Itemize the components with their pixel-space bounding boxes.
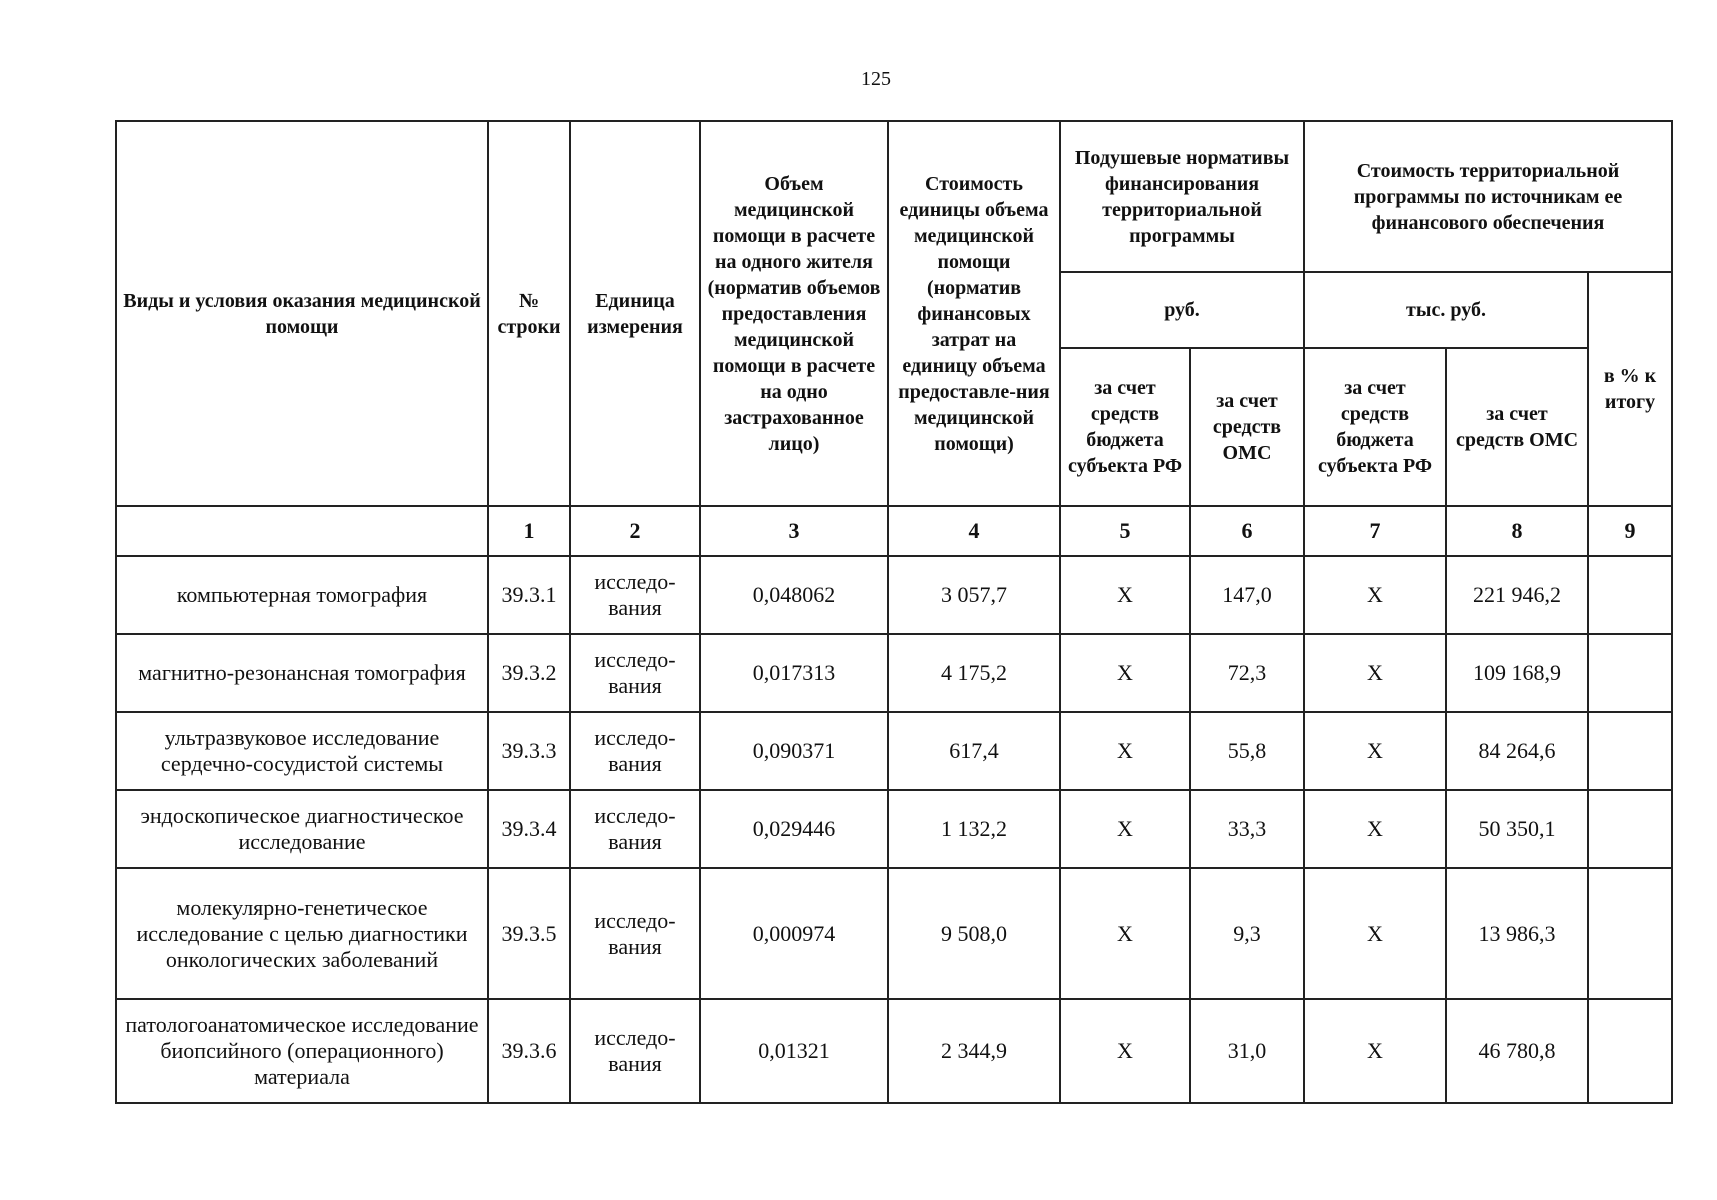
row-name: молекулярно-генетическое исследование с целью диагностики онкологических заболеваний — [116, 868, 488, 999]
row-percent — [1588, 790, 1672, 868]
row-percent — [1588, 868, 1672, 999]
row-budget-total: Х — [1304, 868, 1446, 999]
row-percent — [1588, 712, 1672, 790]
row-volume: 0,090371 — [700, 712, 888, 790]
column-number: 1 — [488, 506, 570, 556]
header-oms-total: за счет средств ОМС — [1446, 348, 1588, 506]
row-percent — [1588, 634, 1672, 712]
header-program-cost: Стоимость территориальной программы по источникам ее финансового обеспечения — [1304, 121, 1672, 272]
row-name: эндоскопическое диагностическое исследование — [116, 790, 488, 868]
table-row — [116, 634, 1672, 712]
row-cost: 4 175,2 — [888, 634, 1060, 712]
row-num: 39.3.4 — [488, 790, 570, 868]
row-volume: 0,029446 — [700, 790, 888, 868]
column-number: 6 — [1190, 506, 1304, 556]
row-budget: Х — [1060, 868, 1190, 999]
row-budget: Х — [1060, 999, 1190, 1103]
header-unit: Единица измерения — [570, 121, 700, 506]
row-oms: 147,0 — [1190, 556, 1304, 634]
column-number: 7 — [1304, 506, 1446, 556]
row-cost: 3 057,7 — [888, 556, 1060, 634]
column-number-blank — [116, 506, 488, 556]
row-percent — [1588, 999, 1672, 1103]
header-budget-rf: за счет средств бюджета субъекта РФ — [1060, 348, 1190, 506]
table-row — [116, 556, 1672, 634]
row-budget-total: Х — [1304, 999, 1446, 1103]
table-row — [116, 712, 1672, 790]
row-name: ультразвуковое исследование сердечно-сосудистой системы — [116, 712, 488, 790]
column-number-row — [116, 506, 1672, 556]
row-cost: 1 132,2 — [888, 790, 1060, 868]
row-name: патологоанатомическое исследование биопсийного (операционного) материала — [116, 999, 488, 1103]
row-num: 39.3.6 — [488, 999, 570, 1103]
row-oms-total: 50 350,1 — [1446, 790, 1588, 868]
column-number: 4 — [888, 506, 1060, 556]
page-number: 125 — [861, 68, 891, 90]
row-budget-total: Х — [1304, 790, 1446, 868]
row-oms-total: 221 946,2 — [1446, 556, 1588, 634]
row-unit: исследо-вания — [570, 556, 700, 634]
column-number: 5 — [1060, 506, 1190, 556]
column-number: 3 — [700, 506, 888, 556]
row-cost: 9 508,0 — [888, 868, 1060, 999]
header-percent: в % к итогу — [1588, 272, 1672, 506]
medical-care-table — [115, 120, 1673, 1104]
row-unit: исследо-вания — [570, 712, 700, 790]
row-unit: исследо-вания — [570, 790, 700, 868]
header-volume: Объем медицинской помощи в расчете на одного жителя (норматив объемов предоставления медицинской помощи в расчете на одно застрахованное лицо) — [700, 121, 888, 506]
row-budget: Х — [1060, 634, 1190, 712]
row-budget-total: Х — [1304, 712, 1446, 790]
row-percent — [1588, 556, 1672, 634]
row-unit: исследо-вания — [570, 634, 700, 712]
row-oms-total: 109 168,9 — [1446, 634, 1588, 712]
row-budget-total: Х — [1304, 634, 1446, 712]
row-oms: 55,8 — [1190, 712, 1304, 790]
row-name: магнитно-резонансная томография — [116, 634, 488, 712]
row-oms: 31,0 — [1190, 999, 1304, 1103]
row-num: 39.3.3 — [488, 712, 570, 790]
row-name: компьютерная томография — [116, 556, 488, 634]
header-row-num: № строки — [488, 121, 570, 506]
row-volume: 0,017313 — [700, 634, 888, 712]
table-row — [116, 999, 1672, 1103]
row-budget: Х — [1060, 556, 1190, 634]
table-row — [116, 790, 1672, 868]
column-number: 9 — [1588, 506, 1672, 556]
row-oms-total: 84 264,6 — [1446, 712, 1588, 790]
header-budget-rf-total: за счет средств бюджета субъекта РФ — [1304, 348, 1446, 506]
header-thous-rub: тыс. руб. — [1304, 272, 1588, 348]
row-oms: 33,3 — [1190, 790, 1304, 868]
row-num: 39.3.2 — [488, 634, 570, 712]
row-cost: 2 344,9 — [888, 999, 1060, 1103]
row-budget: Х — [1060, 712, 1190, 790]
row-oms: 9,3 — [1190, 868, 1304, 999]
header-rub: руб. — [1060, 272, 1304, 348]
row-oms-total: 13 986,3 — [1446, 868, 1588, 999]
row-budget: Х — [1060, 790, 1190, 868]
row-volume: 0,000974 — [700, 868, 888, 999]
column-number: 2 — [570, 506, 700, 556]
header-type: Виды и условия оказания медицинской помощи — [116, 121, 488, 506]
row-unit: исследо-вания — [570, 999, 700, 1103]
row-budget-total: Х — [1304, 556, 1446, 634]
header-oms: за счет средств ОМС — [1190, 348, 1304, 506]
header-cost-unit: Стоимость единицы объема медицинской помощи (норматив финансовых затрат на единицу объема предоставле-ния медицинской помощи) — [888, 121, 1060, 506]
row-unit: исследо-вания — [570, 868, 700, 999]
row-volume: 0,01321 — [700, 999, 888, 1103]
row-cost: 617,4 — [888, 712, 1060, 790]
column-number: 8 — [1446, 506, 1588, 556]
row-oms-total: 46 780,8 — [1446, 999, 1588, 1103]
row-num: 39.3.5 — [488, 868, 570, 999]
table-row — [116, 868, 1672, 999]
header-per-capita: Подушевые нормативы финансирования территориальной программы — [1060, 121, 1304, 272]
row-volume: 0,048062 — [700, 556, 888, 634]
row-num: 39.3.1 — [488, 556, 570, 634]
row-oms: 72,3 — [1190, 634, 1304, 712]
